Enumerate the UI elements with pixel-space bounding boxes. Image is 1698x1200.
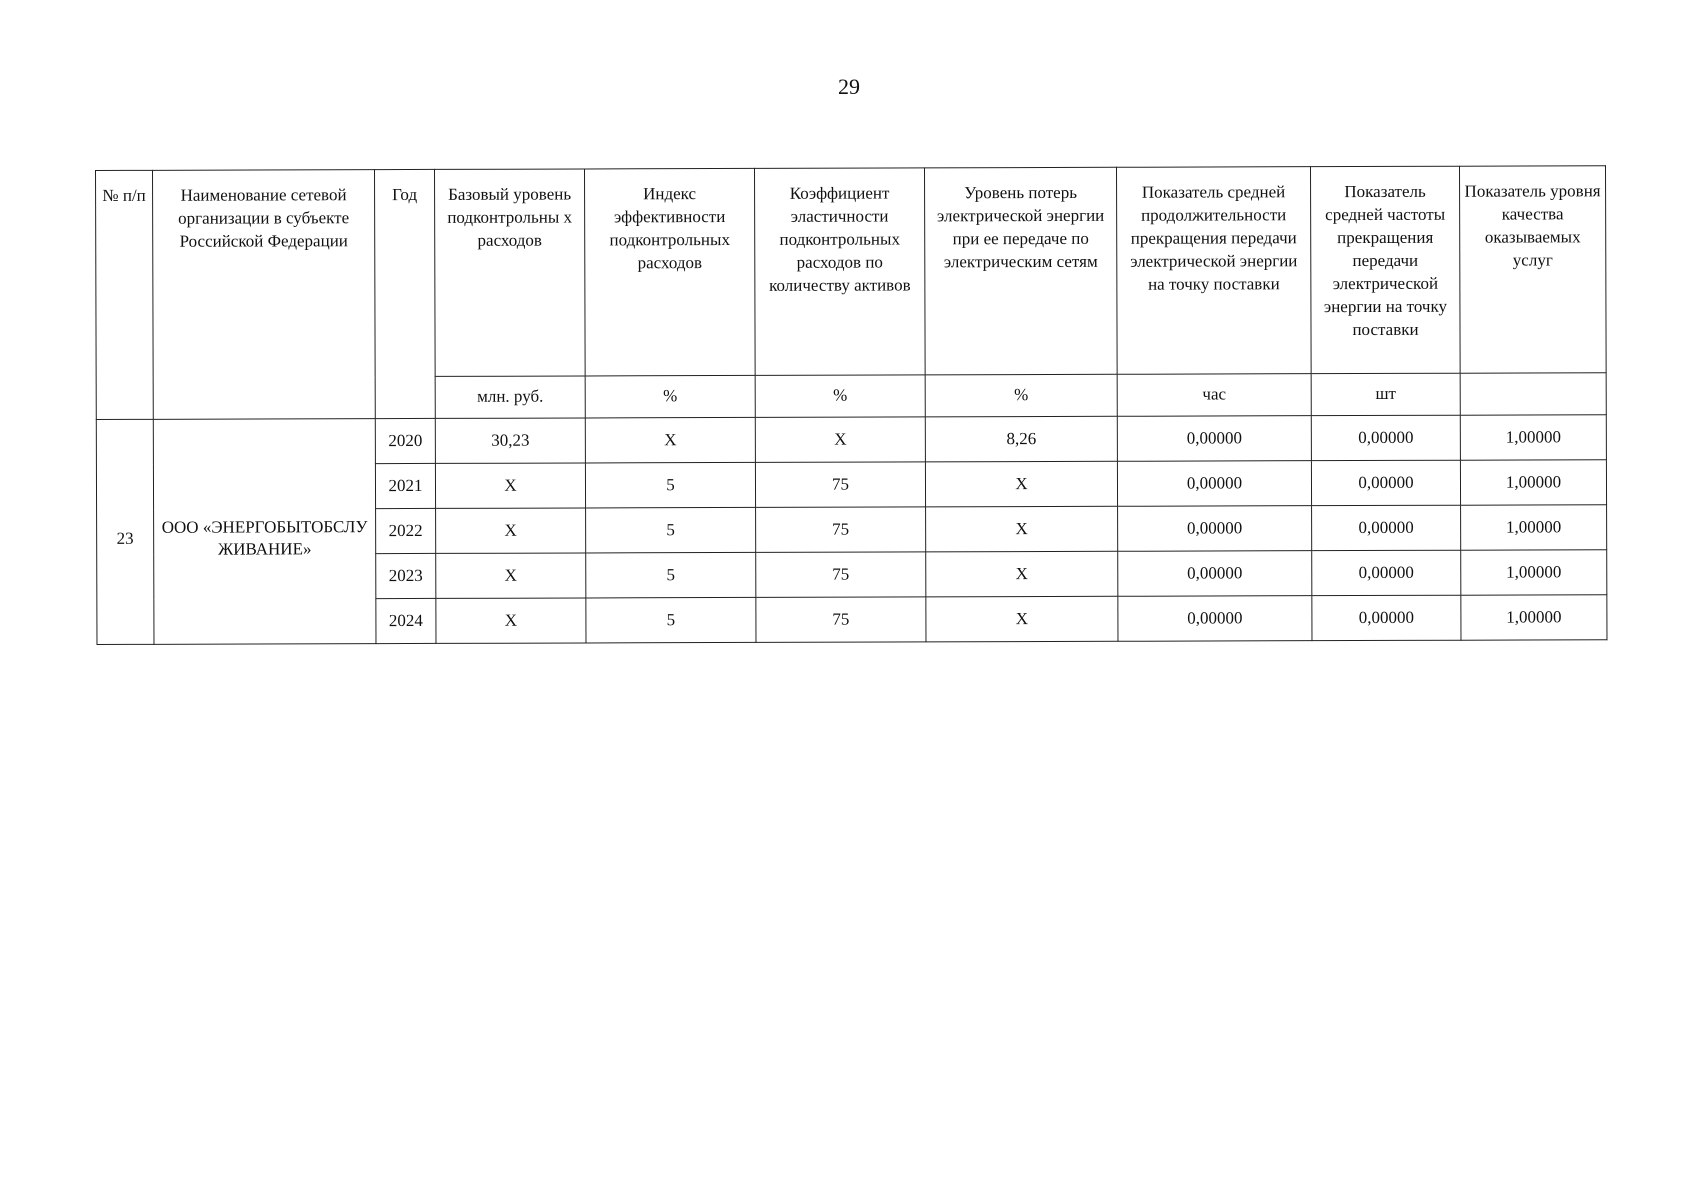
- data-cell: Х: [436, 553, 586, 598]
- data-cell: 1,00000: [1460, 415, 1606, 460]
- data-cell: 0,00000: [1312, 505, 1461, 550]
- data-cell: 75: [756, 552, 926, 598]
- header-number: № п/п: [96, 170, 154, 419]
- data-cell: 0,00000: [1311, 460, 1460, 505]
- unit-cell: [1460, 373, 1606, 415]
- unit-cell: шт: [1311, 373, 1460, 415]
- header-base-expenses: Базовый уровень подконтрольны х расходов: [434, 169, 585, 376]
- unit-cell: %: [585, 375, 755, 418]
- unit-cell: %: [925, 374, 1117, 417]
- header-energy-loss-level: Уровень потерь электрической энергии при ее передаче по электрическим сетям: [924, 167, 1117, 375]
- data-cell: 30,23: [435, 418, 585, 463]
- header-efficiency-index: Индекс эффективности подконтрольных расходов: [584, 168, 755, 376]
- year-cell: 2021: [375, 463, 435, 508]
- tariff-parameters-table: [95, 165, 1607, 645]
- data-cell: 5: [586, 552, 756, 598]
- header-row: [96, 166, 1607, 378]
- unit-cell: час: [1117, 374, 1311, 417]
- header-elasticity-coefficient: Коэффициент эластичности подконтрольных расходов по количеству активов: [754, 168, 925, 376]
- data-cell: Х: [435, 463, 585, 508]
- data-cell: 75: [756, 507, 926, 553]
- data-cell: 5: [586, 597, 756, 643]
- table-row: [96, 415, 1606, 465]
- data-cell: 0,00000: [1117, 461, 1311, 507]
- data-cell: 8,26: [925, 416, 1117, 462]
- org-name-cell: ООО «ЭНЕРГОБЫТОБСЛУ ЖИВАНИЕ»: [153, 419, 376, 645]
- data-cell: 0,00000: [1311, 415, 1460, 460]
- data-cell: 0,00000: [1312, 595, 1461, 640]
- data-cell: Х: [755, 417, 925, 463]
- data-cell: Х: [585, 417, 755, 463]
- data-cell: Х: [436, 508, 586, 553]
- data-cell: 0,00000: [1117, 416, 1311, 462]
- header-interruption-duration: Показатель средней продолжительности прекращения передачи электрической энергии на точку поставки: [1116, 167, 1311, 375]
- data-cell: 0,00000: [1118, 506, 1312, 552]
- header-organization-name: Наименование сетевой организации в субъекте Российской Федерации: [153, 170, 376, 420]
- data-cell: Х: [436, 598, 586, 643]
- data-cell: Х: [926, 596, 1118, 642]
- data-cell: Х: [926, 551, 1118, 597]
- page-number: 29: [838, 74, 860, 99]
- data-cell: 5: [586, 507, 756, 553]
- year-cell: 2022: [376, 508, 436, 553]
- data-cell: 1,00000: [1461, 505, 1607, 550]
- data-cell: 0,00000: [1118, 551, 1312, 597]
- header-interruption-frequency: Показатель средней частоты прекращения передачи электрической энергии на точку поставки: [1310, 166, 1460, 373]
- data-cell: 1,00000: [1460, 460, 1606, 505]
- data-cell: 75: [756, 597, 926, 643]
- data-cell: 75: [755, 462, 925, 508]
- data-cell: Х: [925, 461, 1117, 507]
- data-cell: 0,00000: [1312, 550, 1461, 595]
- data-cell: 0,00000: [1118, 596, 1312, 642]
- data-cell: Х: [926, 506, 1118, 552]
- year-cell: 2023: [376, 553, 436, 598]
- year-cell: 2024: [376, 598, 436, 643]
- unit-cell: млн. руб.: [435, 376, 585, 418]
- data-cell: 1,00000: [1461, 550, 1607, 595]
- unit-cell: %: [755, 375, 925, 418]
- year-cell: 2020: [375, 418, 435, 463]
- header-service-quality: Показатель уровня качества оказываемых услуг: [1459, 166, 1606, 373]
- data-cell: 1,00000: [1461, 595, 1607, 640]
- org-number-cell: 23: [96, 419, 154, 644]
- header-year: Год: [375, 169, 436, 418]
- data-cell: 5: [585, 462, 755, 508]
